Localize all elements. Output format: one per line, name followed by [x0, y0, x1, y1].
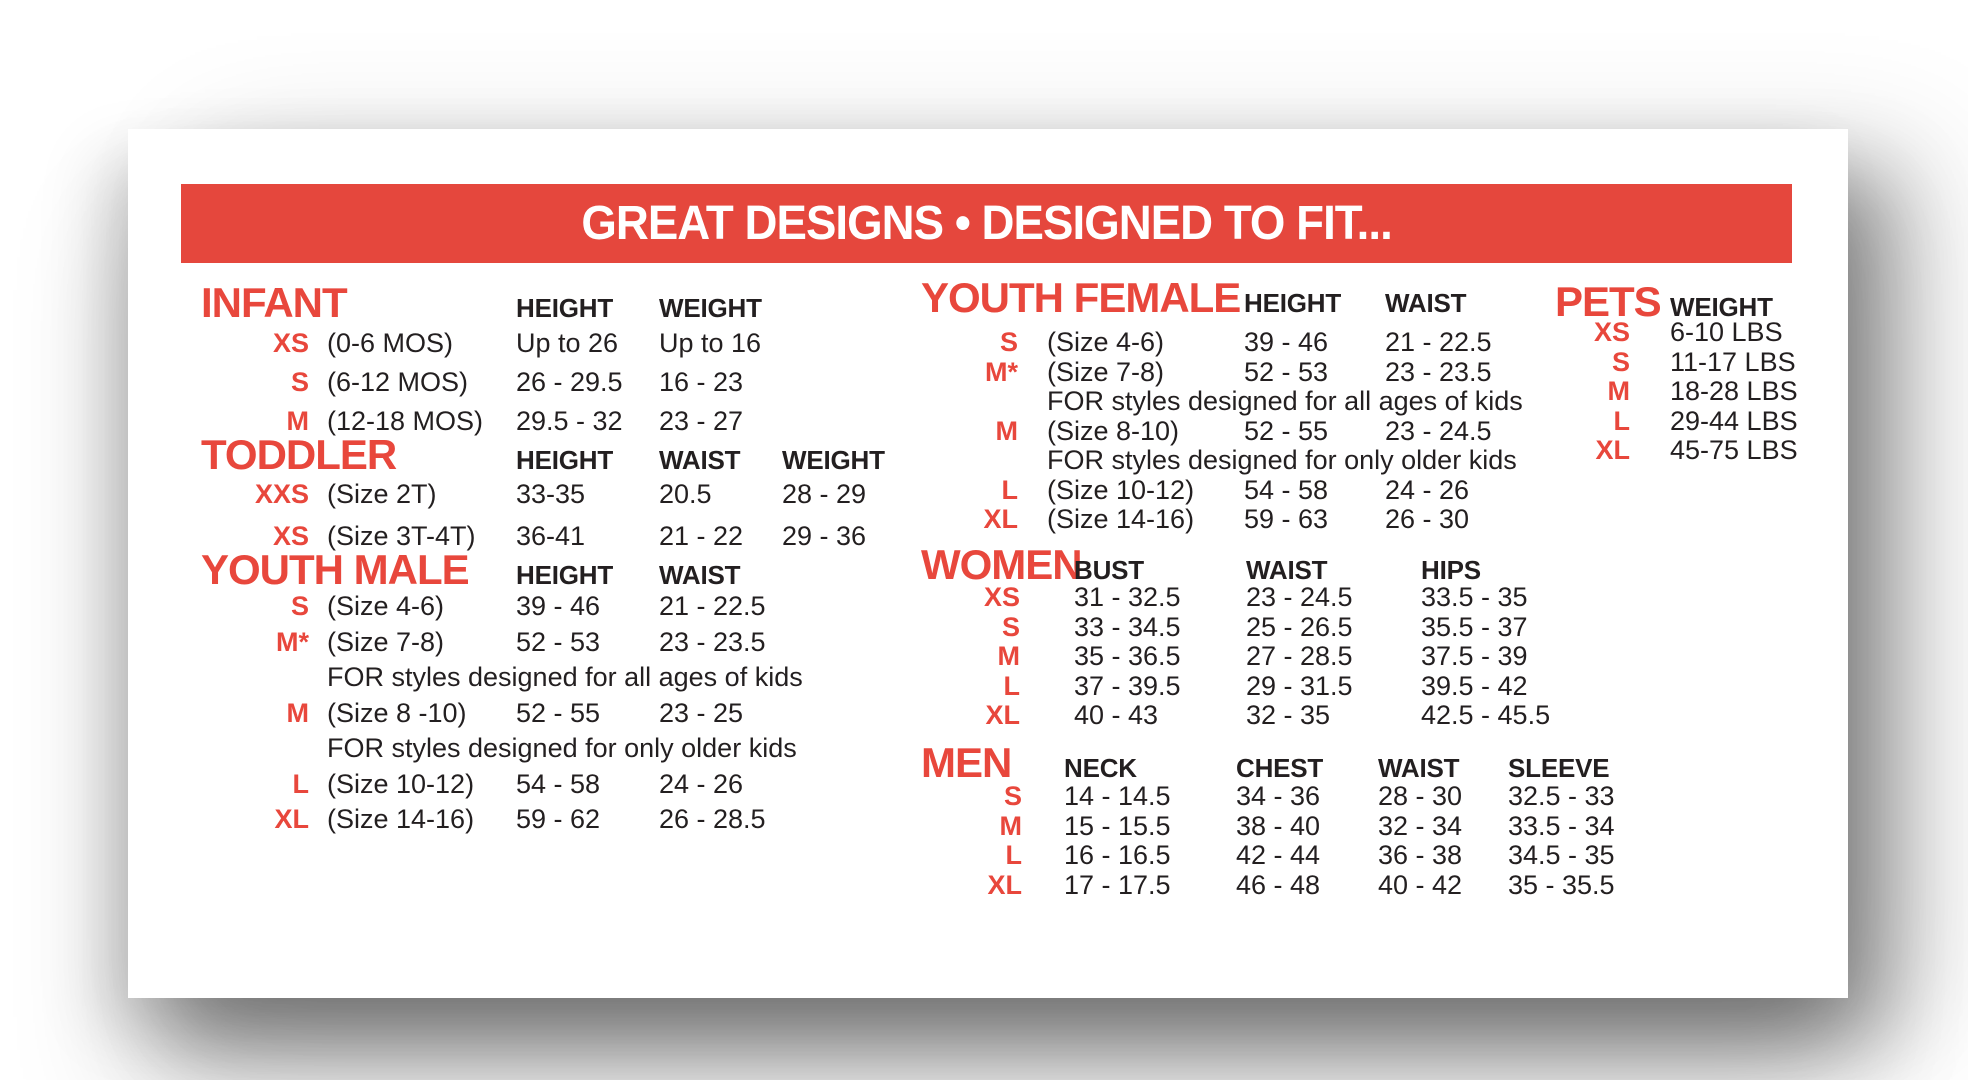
column-header: WAIST: [659, 560, 741, 590]
section-header-row: [921, 541, 1621, 588]
measurement-value: 36-41: [516, 521, 586, 551]
section-title: YOUTH FEMALE: [921, 274, 1241, 321]
measurement-value: 16 - 16.5: [1064, 840, 1171, 870]
column-header: BUST: [1074, 555, 1144, 585]
size-row: [201, 767, 881, 803]
size-cell: S: [999, 327, 1018, 357]
measurement-value: 52 - 55: [516, 697, 601, 728]
measurement-value: 15 - 15.5: [1064, 810, 1171, 841]
measurement-value: 17 - 17.5: [1064, 869, 1171, 900]
section-youth-male: [201, 546, 881, 838]
measurement-value: 35 - 35.5: [1508, 869, 1615, 900]
section-title: PETS: [1555, 278, 1661, 325]
size-cell: XL: [985, 700, 1020, 730]
measurement-value: 39.5 - 42: [1421, 670, 1528, 701]
size-row: [921, 701, 1621, 731]
size-label: (Size 4-6): [1047, 327, 1165, 357]
size-label: (Size 4-6): [327, 591, 445, 621]
section-header-row: [921, 274, 1621, 328]
size-row: [921, 782, 1651, 812]
size-row: [201, 696, 881, 732]
size-cell: XL: [1595, 435, 1630, 465]
measurement-value: 54 - 58: [1244, 474, 1329, 505]
size-row: [1555, 407, 1845, 437]
measurement-value: 33 - 34.5: [1074, 611, 1181, 642]
size-label: (Size 14-16): [1047, 504, 1195, 534]
note-row: [921, 446, 1621, 476]
column-header: WAIST: [1378, 753, 1460, 783]
column-header: HEIGHT: [516, 293, 614, 323]
measurement-value: 37 - 39.5: [1074, 670, 1181, 701]
size-row: [921, 476, 1621, 506]
measurement-value: 33-35: [516, 479, 586, 509]
column-header: HIPS: [1421, 555, 1481, 585]
size-cell: L: [1613, 405, 1630, 436]
size-chart-card: [128, 129, 1848, 998]
section-title: YOUTH MALE: [201, 546, 469, 593]
measurement-value: 29 - 36: [782, 521, 867, 551]
note-row: [921, 387, 1621, 417]
section-men: [921, 739, 1651, 900]
measurement-value: 38 - 40: [1236, 810, 1321, 841]
size-cell: M: [1607, 376, 1630, 406]
measurement-value: 28 - 29: [782, 479, 867, 509]
measurement-value: 42.5 - 45.5: [1421, 700, 1551, 730]
size-row: [201, 473, 921, 515]
column-header: HEIGHT: [516, 560, 614, 590]
measurement-value: 23 - 24.5: [1246, 582, 1353, 612]
column-header: WAIST: [1385, 288, 1467, 318]
section-title: TODDLER: [201, 431, 397, 478]
size-row: [921, 583, 1621, 613]
size-label: (Size 2T): [327, 479, 437, 509]
size-cell: M: [286, 697, 309, 728]
size-label: (0-6 MOS): [327, 328, 454, 358]
measurement-value: Up to 16: [659, 328, 762, 358]
measurement-value: 34.5 - 35: [1508, 840, 1615, 870]
size-row: [1555, 318, 1845, 348]
column-header: CHEST: [1236, 753, 1324, 783]
measurement-value: 29-44 LBS: [1670, 405, 1798, 436]
measurement-value: 23 - 27: [659, 406, 744, 436]
measurement-value: 21 - 22.5: [659, 591, 766, 621]
size-row: [1555, 377, 1845, 407]
size-row: [921, 642, 1621, 672]
section-title: MEN: [921, 739, 1012, 786]
size-row: [201, 363, 881, 402]
column-header: WAIST: [659, 445, 741, 475]
section-women: [921, 541, 1621, 731]
measurement-value: 23 - 23.5: [1385, 356, 1492, 387]
size-cell: L: [1005, 840, 1022, 870]
measurement-value: 24 - 26: [659, 768, 744, 799]
section-youth-female: [921, 274, 1621, 535]
size-row: [201, 802, 881, 838]
measurement-value: 6-10 LBS: [1670, 317, 1783, 347]
measurement-value: 26 - 29.5: [516, 367, 623, 397]
measurement-value: 25 - 26.5: [1246, 611, 1353, 642]
size-row: [921, 672, 1621, 702]
size-row: [921, 613, 1621, 643]
measurement-value: 14 - 14.5: [1064, 781, 1171, 811]
column-header: HEIGHT: [1244, 288, 1342, 318]
size-row: [921, 871, 1651, 901]
note-text: FOR styles designed for only older kids: [1047, 445, 1517, 475]
size-row: [921, 812, 1651, 842]
measurement-value: 35 - 36.5: [1074, 641, 1181, 671]
section-infant: [201, 279, 881, 441]
size-cell: S: [1611, 346, 1630, 377]
section-header-row: [1555, 278, 1845, 325]
size-label: (Size 10-12): [327, 768, 475, 799]
measurement-value: 28 - 30: [1378, 781, 1463, 811]
size-cell: S: [290, 591, 309, 621]
size-label: (Size 7-8): [327, 626, 445, 657]
size-cell: XS: [272, 328, 309, 358]
measurement-value: 32.5 - 33: [1508, 781, 1615, 811]
measurement-value: 54 - 58: [516, 768, 601, 799]
measurement-value: 33.5 - 34: [1508, 810, 1615, 841]
column-header: WEIGHT: [782, 445, 885, 475]
size-cell: M: [997, 641, 1020, 671]
size-cell: XL: [274, 804, 309, 834]
size-cell: XL: [987, 869, 1022, 900]
size-row: [921, 358, 1621, 388]
measurement-value: 36 - 38: [1378, 840, 1463, 870]
section-header-row: [201, 546, 881, 593]
measurement-value: 24 - 26: [1385, 474, 1470, 505]
measurement-value: 26 - 30: [1385, 504, 1470, 534]
measurement-value: 52 - 53: [516, 626, 601, 657]
size-row: [201, 625, 881, 661]
measurement-value: 18-28 LBS: [1670, 376, 1798, 406]
section-header-row: [201, 279, 881, 326]
size-label: (Size 14-16): [327, 804, 475, 834]
size-cell: M*: [985, 356, 1018, 387]
measurement-value: 29.5 - 32: [516, 406, 623, 436]
measurement-value: 33.5 - 35: [1421, 582, 1528, 612]
size-label: (12-18 MOS): [327, 406, 484, 436]
measurement-value: 27 - 28.5: [1246, 641, 1353, 671]
measurement-value: 40 - 43: [1074, 700, 1159, 730]
size-cell: S: [1001, 611, 1020, 642]
size-cell: M: [995, 415, 1018, 446]
size-cell: S: [1003, 781, 1022, 811]
size-cell: L: [292, 768, 309, 799]
measurement-value: 39 - 46: [1244, 327, 1329, 357]
measurement-value: 32 - 35: [1246, 700, 1331, 730]
size-cell: XS: [272, 521, 309, 551]
measurement-value: 35.5 - 37: [1421, 611, 1528, 642]
note-row: [201, 660, 881, 696]
measurement-value: 32 - 34: [1378, 810, 1463, 841]
size-cell: S: [290, 367, 309, 397]
size-cell: M: [286, 406, 309, 436]
measurement-value: 52 - 55: [1244, 415, 1329, 446]
measurement-value: 26 - 28.5: [659, 804, 766, 834]
measurement-value: 40 - 42: [1378, 869, 1463, 900]
section-header-row: [201, 431, 921, 478]
measurement-value: 16 - 23: [659, 367, 744, 397]
column-header: WAIST: [1246, 555, 1328, 585]
size-row: [201, 589, 881, 625]
size-row: [201, 324, 881, 363]
measurement-value: 52 - 53: [1244, 356, 1329, 387]
measurement-value: 29 - 31.5: [1246, 670, 1353, 701]
section-title: WOMEN: [921, 541, 1082, 588]
measurement-value: 34 - 36: [1236, 781, 1321, 811]
measurement-value: 59 - 62: [516, 804, 601, 834]
size-cell: XS: [983, 582, 1020, 612]
size-row: [921, 505, 1621, 535]
banner-title: GREAT DESIGNS • DESIGNED TO FIT...: [581, 197, 1392, 250]
measurement-value: 23 - 23.5: [659, 626, 766, 657]
size-cell: M: [999, 810, 1022, 841]
measurement-value: 21 - 22: [659, 521, 744, 551]
measurement-value: 42 - 44: [1236, 840, 1321, 870]
measurement-value: 20.5: [659, 479, 712, 509]
measurement-value: 11-17 LBS: [1670, 346, 1796, 377]
size-cell: XXS: [254, 479, 309, 509]
measurement-value: Up to 26: [516, 328, 619, 358]
size-row: [921, 417, 1621, 447]
size-label: (Size 7-8): [1047, 356, 1165, 387]
measurement-value: 46 - 48: [1236, 869, 1321, 900]
note-text: FOR styles designed for all ages of kids: [1047, 386, 1523, 416]
size-row: [921, 328, 1621, 358]
section-title: INFANT: [201, 279, 347, 326]
size-label: (Size 10-12): [1047, 474, 1195, 505]
note-row: [201, 731, 881, 767]
measurement-value: 37.5 - 39: [1421, 641, 1528, 671]
size-label: (Size 8-10): [1047, 415, 1180, 446]
size-cell: L: [1001, 474, 1018, 505]
column-header: HEIGHT: [516, 445, 614, 475]
measurement-value: 21 - 22.5: [1385, 327, 1492, 357]
size-label: (Size 8 -10): [327, 697, 467, 728]
measurement-value: 39 - 46: [516, 591, 601, 621]
size-cell: XS: [1593, 317, 1630, 347]
measurement-value: 23 - 25: [659, 697, 744, 728]
measurement-value: 23 - 24.5: [1385, 415, 1492, 446]
size-label: (6-12 MOS): [327, 367, 469, 397]
column-header: WEIGHT: [659, 293, 762, 323]
section-header-row: [921, 739, 1651, 786]
note-text: FOR styles designed for all ages of kids: [327, 662, 803, 692]
size-row: [1555, 436, 1845, 466]
size-row: [921, 841, 1651, 871]
section-pets: [1555, 278, 1845, 466]
measurement-value: 59 - 63: [1244, 504, 1329, 534]
size-label: (Size 3T-4T): [327, 521, 476, 551]
banner: [181, 184, 1792, 263]
note-text: FOR styles designed for only older kids: [327, 733, 797, 763]
measurement-value: 45-75 LBS: [1670, 435, 1798, 465]
column-header: NECK: [1064, 753, 1137, 783]
size-cell: L: [1003, 670, 1020, 701]
size-cell: M*: [276, 626, 309, 657]
size-cell: XL: [983, 504, 1018, 534]
section-toddler: [201, 431, 921, 557]
measurement-value: 31 - 32.5: [1074, 582, 1181, 612]
column-header: SLEEVE: [1508, 753, 1610, 783]
size-row: [1555, 348, 1845, 378]
column-header: WEIGHT: [1670, 292, 1773, 322]
